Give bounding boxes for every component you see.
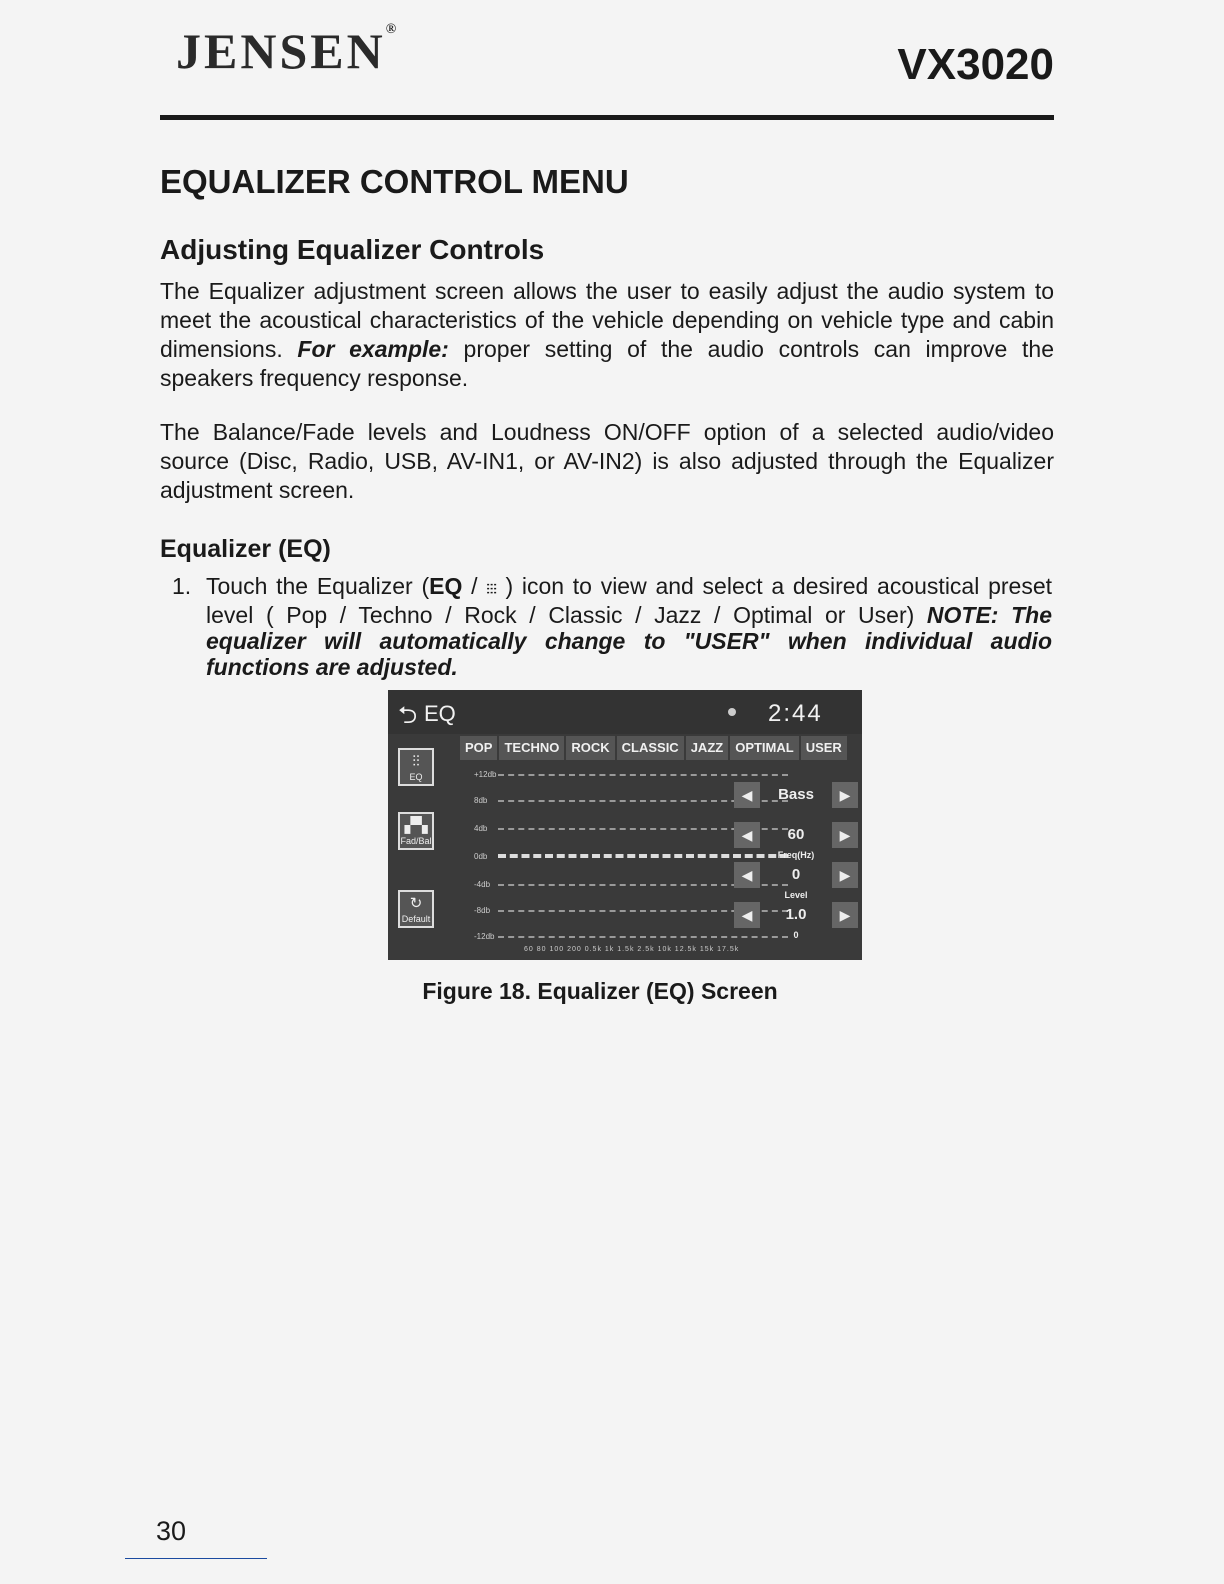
back-arrow-icon[interactable]: ⮌ <box>398 702 418 729</box>
list-number: 1. <box>172 573 192 599</box>
page-number: 30 <box>156 1516 187 1546</box>
db-label: -4db <box>474 880 491 889</box>
header-rule <box>160 115 1054 120</box>
example-label: For example: <box>297 336 449 362</box>
speaker-grid-icon: ▞▚ <box>404 817 428 834</box>
subsection-title: Adjusting Equalizer Controls <box>160 234 545 265</box>
note-text: NOTE: The equalizer will automatically change to "USER" when individual audio functions are adjusted. <box>206 602 1052 680</box>
grid-line <box>498 774 788 776</box>
fadbal-side-button[interactable]: ▞▚ Fad/Bal <box>398 812 434 850</box>
list-item-text: Touch the Equalizer (EQ / ⫶⫶⫶ ) icon to view and select a desired acoustical preset level ( Pop / Techno / Rock / Classic / Jazz / Optimal or User) NOTE: The equalizer will automatically change to "USER" when individual audio functions are adjusted. <box>206 573 1052 680</box>
db-label: 8db <box>474 796 488 805</box>
band-control <box>734 782 858 808</box>
eq-screenshot <box>388 690 862 960</box>
section-title: EQUALIZER CONTROL MENU <box>160 163 629 200</box>
eq-side-button[interactable]: ⫶⫶ EQ <box>398 748 434 786</box>
band-value: Bass <box>778 786 814 803</box>
eq-graph[interactable] <box>458 770 728 944</box>
band-next-button[interactable]: ▶ <box>832 782 858 808</box>
q-value: 1.0 <box>785 906 807 923</box>
level-next-button[interactable]: ▶ <box>832 862 858 888</box>
db-label: 4db <box>474 824 488 833</box>
q-next-button[interactable]: ▶ <box>832 902 858 928</box>
level-label: Level <box>784 890 808 900</box>
brand-logo: JENSEN® <box>176 22 400 79</box>
preset-optimal[interactable]: OPTIMAL <box>730 736 799 760</box>
default-side-button[interactable]: ↻ Default <box>398 890 434 928</box>
band-prev-button[interactable]: ◀ <box>734 782 760 808</box>
screen-clock: 2:44 <box>768 700 823 727</box>
balance-paragraph: The Balance/Fade levels and Loudness ON/OFF option of a selected audio/video source (Disc, Radio, USB, AV-IN1, or AV-IN2) is also adjusted through the Equalizer adjustment screen. <box>160 419 1054 503</box>
preset-pop[interactable]: POP <box>460 736 497 760</box>
freq-value: 60 <box>787 826 805 843</box>
preset-classic[interactable]: CLASSIC <box>617 736 684 760</box>
preset-bar <box>460 736 847 760</box>
q-prev-button[interactable]: ◀ <box>734 902 760 928</box>
screen-title: EQ <box>424 701 456 726</box>
freq-prev-button[interactable]: ◀ <box>734 822 760 848</box>
level-value: 0 <box>791 866 801 883</box>
preset-rock[interactable]: ROCK <box>566 736 614 760</box>
db-label: -8db <box>474 906 491 915</box>
db-label: -12db <box>474 932 495 941</box>
freq-control <box>734 822 858 848</box>
freq-next-button[interactable]: ▶ <box>832 822 858 848</box>
eq-heading: Equalizer (EQ) <box>160 535 331 563</box>
db-label: 0db <box>474 852 488 861</box>
footer-line <box>125 1558 267 1559</box>
preset-user[interactable]: USER <box>801 736 847 760</box>
intro-paragraph: The Equalizer adjustment screen allows the user to easily adjust the audio system to meet the acoustical characteristics of the vehicle depending on vehicle type and cabin dimensions. For example: proper setting of the audio controls can improve the speakers frequency response. <box>160 278 1054 391</box>
figure-caption: Figure 18. Equalizer (EQ) Screen <box>422 978 778 1004</box>
preset-techno[interactable]: TECHNO <box>499 736 564 760</box>
level-control <box>734 862 858 888</box>
model-number: VX3020 <box>897 40 1054 89</box>
frequency-axis: 60 80 100 200 0.5k 1k 1.5k 2.5k 10k 12.5k 15k 17.5k <box>524 946 740 953</box>
level-prev-button[interactable]: ◀ <box>734 862 760 888</box>
reset-icon: ↻ <box>409 895 423 912</box>
sliders-icon: ⫶⫶ <box>412 753 420 770</box>
bluetooth-icon <box>728 708 736 716</box>
freq-label: Freq(Hz) <box>777 850 815 860</box>
preset-jazz[interactable]: JAZZ <box>686 736 729 760</box>
q-control <box>734 902 858 928</box>
equalizer-icon: ⫶⫶⫶ <box>486 581 497 597</box>
db-label: +12db <box>474 770 497 779</box>
q-label: 0 <box>793 930 799 940</box>
